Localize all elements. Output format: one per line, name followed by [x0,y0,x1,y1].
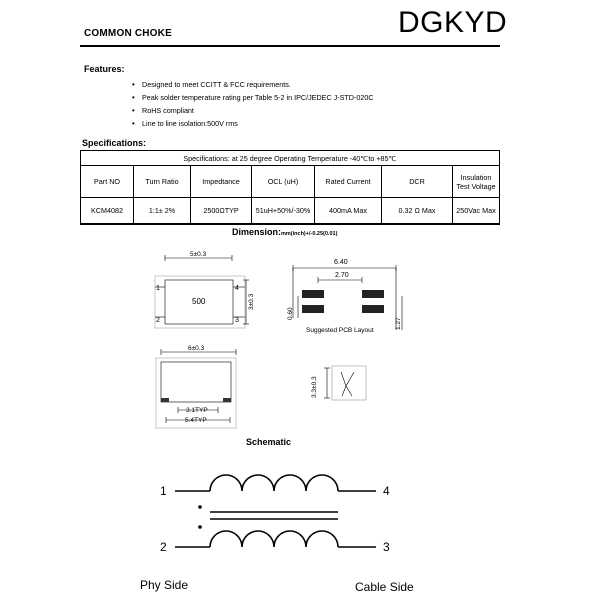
cable-side-label: Cable Side [355,580,414,594]
side-width-label: 6±0.3 [188,345,205,352]
bullet-icon: • [132,119,135,128]
end-view-drawing [324,366,366,400]
table-cell: 0.32 Ω Max [382,198,453,224]
feature-item: • Designed to meet CCITT & FCC requirements. [132,80,291,89]
column-header: OCL (uH) [252,166,315,198]
pin-label: 4 [235,285,239,292]
side-view-pads [161,398,231,402]
table-cell: 400mA Max [315,198,382,224]
brand-logo: DGKYD [398,6,508,39]
table-cell: KCM4082 [81,198,134,224]
pin-label: 1 [156,285,160,292]
side-typ1-label: 3.1TYP [186,407,208,414]
pcb-pad-height-label: 0.60 [287,307,294,320]
column-header: DCR [382,166,453,198]
side-typ2-label: 5.4TYP [185,417,207,424]
polarity-dot-icon [198,505,202,509]
polarity-dot-icon [198,525,202,529]
pcb-pads [302,290,384,313]
bullet-icon: • [132,93,135,102]
column-header: Impedtance [191,166,252,198]
schematic-pin-label: 4 [383,484,390,498]
bullet-icon: • [132,106,135,115]
pin-label: 3 [235,317,239,324]
pcb-overall-label: 6.40 [334,259,348,266]
column-header: Turn Ratio [134,166,191,198]
top-marking-label: 500 [192,297,206,306]
column-header: Part NO [81,166,134,198]
table-cell: 1:1± 2% [134,198,191,224]
schematic-pin-label: 2 [160,540,167,554]
pcb-layout-caption: Suggested PCB Layout [306,327,374,334]
dimension-heading: Dimension:mm(inch)+/-0.25(0.01) [232,227,338,237]
document-title: COMMON CHOKE [84,28,172,39]
table-cell: 250Vac Max [453,198,500,224]
phy-side-label: Phy Side [140,578,189,592]
top-width-label: 5±0.3 [190,251,207,258]
specifications-heading: Specifications: [82,138,147,148]
pcb-inner-label: 2.70 [335,272,349,279]
conditions-cell: Specifications: at 25 degree Operating Temperature -40℃to +85℃ [81,151,500,166]
column-header: Insulation Test Voltage [453,166,500,198]
schematic-pin-label: 1 [160,484,167,498]
table-cell: 2500ΩTYP [191,198,252,224]
bullet-icon: • [132,80,135,89]
top-height-label: 3±0.3 [248,293,255,310]
end-height-label: 3.3±0.3 [311,376,318,398]
column-header: Rated Current [315,166,382,198]
pcb-pitch-label: 1.27 [395,317,402,330]
schematic-diagram [175,475,376,547]
pin-label: 2 [156,317,160,324]
features-heading: Features: [84,64,125,74]
feature-item: • Peak solder temperature rating per Table 5-2 in IPC/JEDEC J-STD-020C [132,93,374,102]
feature-item: • Line to line isolation:500V rms [132,119,238,128]
table-cell: 51uH+50%/-30% [252,198,315,224]
schematic-pin-label: 3 [383,540,390,554]
feature-item: • RoHS compliant [132,106,194,115]
schematic-heading: Schematic [246,437,292,447]
